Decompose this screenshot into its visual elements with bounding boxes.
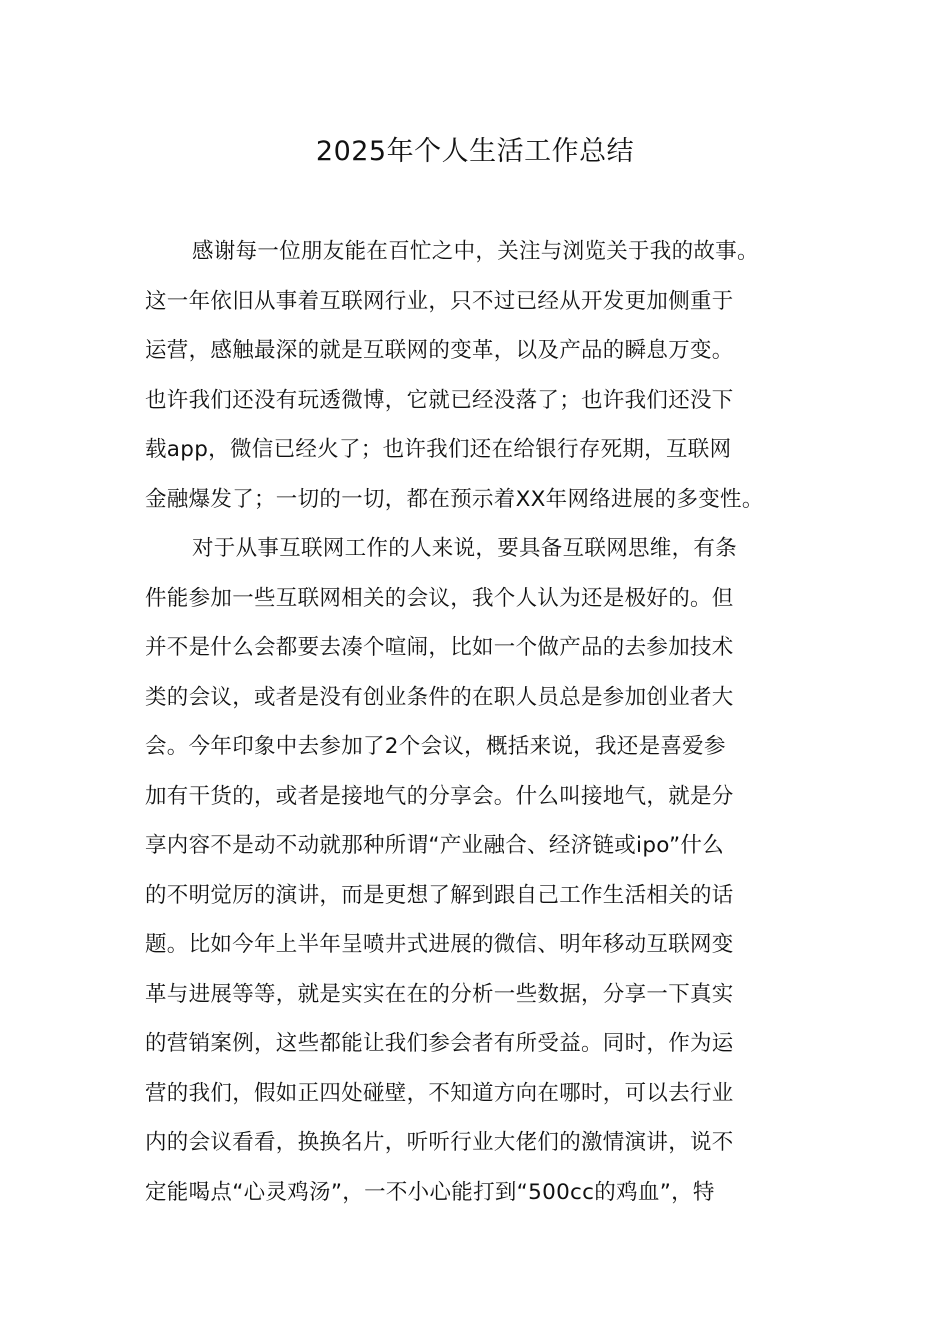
paragraph-1-line-2: 这一年依旧从事着互联网行业，只不过已经从开发更加侧重于	[145, 288, 734, 314]
paragraph-2-line-1: 对于从事互联网工作的人来说，要具备互联网思维，有条	[192, 536, 738, 561]
paragraph-2-line-6: 加有干货的，或者是接地气的分享会。什么叫接地气，就是分	[145, 783, 734, 809]
paragraph-2-line-12: 营的我们，假如正四处碰壁，不知道方向在哪时，可以去行业	[145, 1080, 734, 1106]
paragraph-2-line-9: 题。比如今年上半年呈喷井式进展的微信、明年移动互联网变	[145, 932, 734, 957]
paragraph-2-line-2: 件能参加一些互联网相关的会议，我个人认为还是极好的。但	[145, 585, 734, 611]
document-body	[145, 227, 815, 1217]
paragraph-2-line-8: 的不明觉厉的演讲，而是更想了解到跟自己工作生活相关的话	[145, 882, 734, 908]
paragraph-2-line-3: 并不是什么会都要去凑个喧闹，比如一个做产品的去参加技术	[145, 635, 734, 660]
paragraph-2-line-7: 享内容不是动不动就那种所谓“产业融合、经济链或ipo”什么	[145, 833, 724, 858]
paragraph-1-line-6: 金融爆发了；一切的一切，都在预示着XX年网络进展的多变性。	[145, 486, 764, 512]
document-title: 2025年个人生活工作总结	[315, 136, 635, 167]
paragraph-2-line-14: 定能喝点“心灵鸡汤”，一不小心能打到“500cc的鸡血”，特	[145, 1179, 715, 1205]
paragraph-2-line-10: 革与进展等等，就是实实在在的分析一些数据，分享一下真实	[145, 981, 734, 1007]
paragraph-1-line-1: 感谢每一位朋友能在百忙之中，关注与浏览关于我的故事。	[192, 239, 759, 264]
paragraph-2-line-11: 的营销案例，这些都能让我们参会者有所受益。同时，作为运	[145, 1031, 734, 1056]
paragraph-1-line-4: 也许我们还没有玩透微博，它就已经没落了；也许我们还没下	[145, 387, 734, 413]
paragraph-2-line-13: 内的会议看看，换换名片，听听行业大佬们的激情演讲，说不	[145, 1130, 734, 1155]
paragraph-2-line-5: 会。今年印象中去参加了2个会议，概括来说，我还是喜爱参	[145, 734, 726, 759]
paragraph-2-line-4: 类的会议，或者是没有创业条件的在职人员总是参加创业者大	[145, 684, 734, 710]
paragraph-1-line-5: 载app，微信已经火了；也许我们还在给银行存死期，互联网	[145, 437, 732, 462]
paragraph-1-line-3: 运营，感触最深的就是互联网的变革，以及产品的瞬息万变。	[145, 338, 734, 363]
